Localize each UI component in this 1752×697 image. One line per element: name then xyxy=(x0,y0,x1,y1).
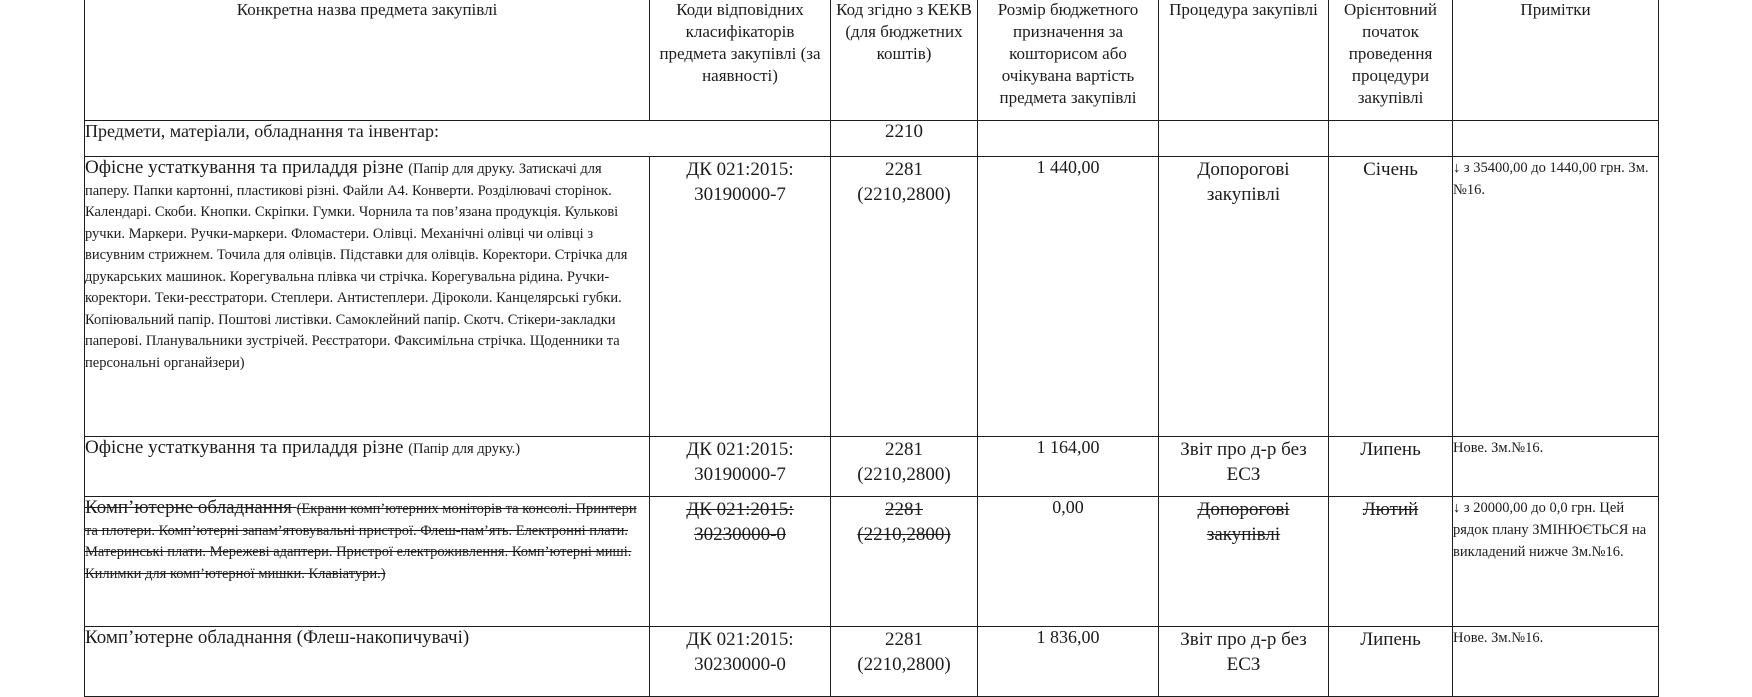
procedure-line-1: Допорогові xyxy=(1197,159,1290,180)
section-title: Предмети, матеріали, обладнання та інвентар: xyxy=(85,121,831,157)
header-row xyxy=(85,0,1659,121)
amount-cell: 1 164,00 xyxy=(978,437,1159,497)
table-row-struck xyxy=(85,497,1659,627)
classifier-code-prefix: ДК 021:2015: xyxy=(686,629,794,650)
kekv-cell xyxy=(831,437,978,497)
classifier-code-prefix: ДК 021:2015: xyxy=(686,439,794,460)
amount-cell: 1 836,00 xyxy=(978,627,1159,697)
table-row xyxy=(85,157,1659,437)
kekv-code: 2281 xyxy=(885,499,923,520)
note-cell: ↓ з 20000,00 до 0,0 грн. Цей рядок плану ЗМІНЮЄТЬСЯ на викладений нижче Зм.№16. xyxy=(1453,497,1659,627)
item-cell xyxy=(85,157,650,437)
header-budget-amount: Розмір бюджетного призначення за кошторисом або очікувана вартість предмета закупівлі xyxy=(978,0,1159,121)
item-description: (Папір для друку.) xyxy=(408,441,521,457)
procurement-plan-table xyxy=(84,0,1659,697)
procedure-line-1: Допорогові xyxy=(1197,499,1290,520)
kekv-cell xyxy=(831,157,978,437)
start-month-cell xyxy=(1329,497,1453,627)
start-month-cell: Липень xyxy=(1329,627,1453,697)
note-cell: ↓ з 35400,00 до 1440,00 грн. Зм.№16. xyxy=(1453,157,1659,437)
header-item-name: Конкретна назва предмета закупівлі xyxy=(85,0,650,121)
item-cell xyxy=(85,627,650,697)
kekv-subcodes: (2210,2800) xyxy=(857,524,951,545)
kekv-cell xyxy=(831,497,978,627)
amount-cell: 0,00 xyxy=(978,497,1159,627)
item-cell xyxy=(85,497,650,627)
procedure-line-2: ЕСЗ xyxy=(1226,464,1261,485)
procedure-line-2: закупівлі xyxy=(1206,184,1281,205)
procedure-line-2: ЕСЗ xyxy=(1226,654,1261,675)
section-row xyxy=(85,121,1659,157)
item-cell xyxy=(85,437,650,497)
empty-cell xyxy=(978,121,1159,157)
classifier-code-cell xyxy=(650,157,831,437)
note-cell: Нове. Зм.№16. xyxy=(1453,437,1659,497)
header-kekv-code: Код згідно з КЕКВ (для бюджетних коштів) xyxy=(831,0,978,121)
header-procedure: Процедура закупівлі xyxy=(1159,0,1329,121)
procedure-cell xyxy=(1159,157,1329,437)
classifier-code-cell xyxy=(650,627,831,697)
start-month: Лютий xyxy=(1362,499,1419,520)
start-month-cell: Січень xyxy=(1329,157,1453,437)
kekv-subcodes: (2210,2800) xyxy=(857,654,951,675)
note-cell: Нове. Зм.№16. xyxy=(1453,627,1659,697)
item-name: Офісне устаткування та приладдя різне xyxy=(85,437,409,458)
item-name: Офісне устаткування та приладдя різне xyxy=(85,157,409,178)
section-code: 2210 xyxy=(831,121,978,157)
classifier-code-prefix: ДК 021:2015: xyxy=(686,159,794,180)
item-name: Комп’ютерне обладнання xyxy=(85,627,297,648)
amount-cell: 1 440,00 xyxy=(978,157,1159,437)
procedure-line-1: Звіт про д-р без xyxy=(1180,439,1307,460)
procedure-cell xyxy=(1159,497,1329,627)
procedure-cell xyxy=(1159,437,1329,497)
procedure-cell xyxy=(1159,627,1329,697)
kekv-cell xyxy=(831,627,978,697)
kekv-code: 2281 xyxy=(885,439,923,460)
start-month-cell: Липень xyxy=(1329,437,1453,497)
classifier-code-prefix: ДК 021:2015: xyxy=(686,499,794,520)
kekv-subcodes: (2210,2800) xyxy=(857,184,951,205)
classifier-code: 30230000-0 xyxy=(694,524,786,545)
item-description: (Флеш-накопичувачі) xyxy=(296,627,470,648)
kekv-subcodes: (2210,2800) xyxy=(857,464,951,485)
table-row xyxy=(85,627,1659,697)
table-row xyxy=(85,437,1659,497)
procedure-line-1: Звіт про д-р без xyxy=(1180,629,1307,650)
header-notes: Примітки xyxy=(1453,0,1659,121)
classifier-code-cell xyxy=(650,497,831,627)
classifier-code: 30230000-0 xyxy=(694,654,786,675)
header-start-date: Орієнтовний початок проведення процедури закупівлі xyxy=(1329,0,1453,121)
classifier-code: 30190000-7 xyxy=(694,184,786,205)
header-classifier-codes: Коди відповідних класифікаторів предмета закупівлі (за наявності) xyxy=(650,0,831,121)
classifier-code: 30190000-7 xyxy=(694,464,786,485)
item-name: Комп’ютерне обладнання xyxy=(85,497,297,518)
kekv-code: 2281 xyxy=(885,629,923,650)
empty-cell xyxy=(1159,121,1329,157)
classifier-code-cell xyxy=(650,437,831,497)
item-description: (Папір для друку. Затискачі для паперу. Папки картонні, пластикові різні. Файли А4. Конверти. Розділювачі сторінок. Календарі. Скоби. Кнопки. Скріпки. Гумки. Чорнила та пов’язана продукція. Кулькові ручки. Маркери. Ручки-маркери. Фломастери. Олівці. Механічні олівці чи олівці з висувним стрижнем. Точила для олівців. Підставки для олівців. Коректори. Стрічка для друкарських машинок. Корегувальна плівка чи стрічка. Корегувальна рідина. Ручки-коректори. Теки-реєстратори. Степлери. Антистеплери. Діроколи. Канцелярські губки. Копіювальний папір. Поштові листівки. Самоклейний папір. Скотч. Стікери-закладки паперові. Планувальники зустрічей. Реєстратори. Факсимільна стрічка. Щоденники та персональні органайзери) xyxy=(85,161,628,371)
empty-cell xyxy=(1329,121,1453,157)
empty-cell xyxy=(1453,121,1659,157)
kekv-code: 2281 xyxy=(885,159,923,180)
procedure-line-2: закупівлі xyxy=(1206,524,1281,545)
item-description: (Екрани комп’ютерних моніторів та консолі. Принтери та плотери. Комп’ютерні запам’ятовувальні пристрої. Флеш-пам’ять. Електронні плати. Материнські плати. Мережеві адаптери. Пристрої електроживлення. Комп’ютерні миші. Килимки для комп’ютерної мишки. Клавіатури.) xyxy=(85,501,637,582)
